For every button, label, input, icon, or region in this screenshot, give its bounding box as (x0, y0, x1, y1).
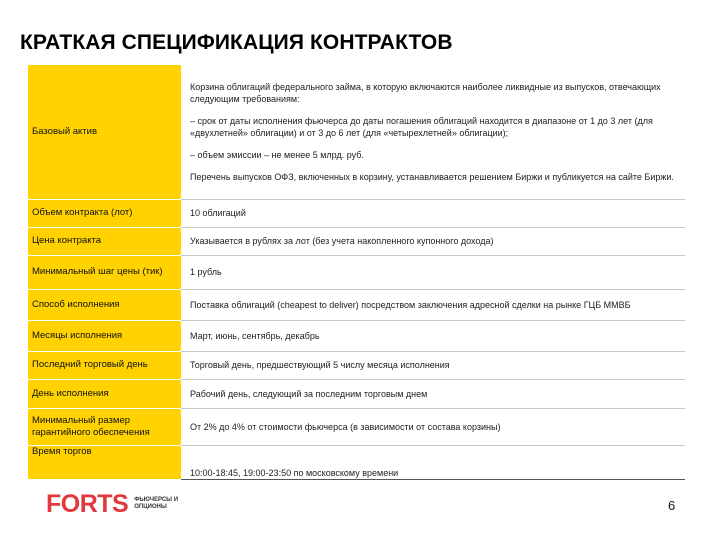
row-label: Минимальный размер гарантийного обеспечения (28, 408, 181, 445)
base-asset-paragraph: Перечень выпусков ОФЗ, включенных в корзину, устанавливается решением Биржи и публикуется на сайте Биржи. (190, 171, 674, 182)
row-label: Минимальный шаг цены (тик) (28, 255, 181, 289)
row-label: День исполнения (28, 379, 181, 408)
row-value: От 2% до 4% от стоимости фьючерса (в зависимости от состава корзины) (181, 408, 685, 445)
row-label: Последний торговый день (28, 351, 181, 379)
page-number: 6 (668, 498, 676, 513)
row-label-base-asset: Базовый актив (28, 65, 181, 199)
base-asset-paragraph: – объем эмиссии – не менее 5 млрд. руб. (190, 149, 364, 160)
row-value: 1 рубль (181, 255, 685, 289)
logo-tagline: ФЬЮЧЕРСЫ И ОПЦИОНЫ (134, 497, 179, 510)
row-label: Цена контракта (28, 227, 181, 255)
row-label: Объем контракта (лот) (28, 199, 181, 227)
base-asset-paragraph: Корзина облигаций федерального займа, в которую включаются наиболее ликвидные из выпусков, отвечающих следующим требованиям: (190, 81, 661, 104)
table-row (28, 351, 685, 379)
table-row (28, 379, 685, 408)
table-row (28, 289, 685, 320)
table-row (28, 408, 685, 445)
table-row (28, 199, 685, 227)
base-asset-paragraph: – срок от даты исполнения фьючерса до даты погашения облигаций находится в диапазоне от 1 до 3 лет (для «двухлетней» облигации) и от 3 до 6 лет (для «четырехлетней» облигации); (190, 115, 653, 138)
spec-table (28, 65, 685, 480)
row-value: Указывается в рублях за лот (без учета накопленного купонного дохода) (181, 227, 685, 255)
table-row (28, 227, 685, 255)
row-label: Месяцы исполнения (28, 320, 181, 351)
row-value: 10:00-18:45, 19:00-23:50 по московскому времени (181, 445, 685, 479)
page-title: КРАТКАЯ СПЕЦИФИКАЦИЯ КОНТРАКТОВ (20, 31, 453, 54)
row-value: 10 облигаций (181, 199, 685, 227)
forts-logo (46, 491, 180, 517)
table-row (28, 445, 685, 479)
row-label: Время торгов (28, 445, 181, 479)
table-row (28, 320, 685, 351)
table-row (28, 65, 685, 199)
row-value-base-asset (181, 65, 685, 199)
table-row (28, 255, 685, 289)
row-value: Март, июнь, сентябрь, декабрь (181, 320, 685, 351)
row-value: Рабочий день, следующий за последним торговым днем (181, 379, 685, 408)
row-value: Торговый день, предшествующий 5 числу месяца исполнения (181, 351, 685, 379)
row-label: Способ исполнения (28, 289, 181, 320)
logo-wordmark: FORTS (46, 490, 129, 518)
row-value: Поставка облигаций (cheapest to deliver) посредством заключения адресной сделки на рынке ГЦБ ММВБ (181, 289, 685, 320)
